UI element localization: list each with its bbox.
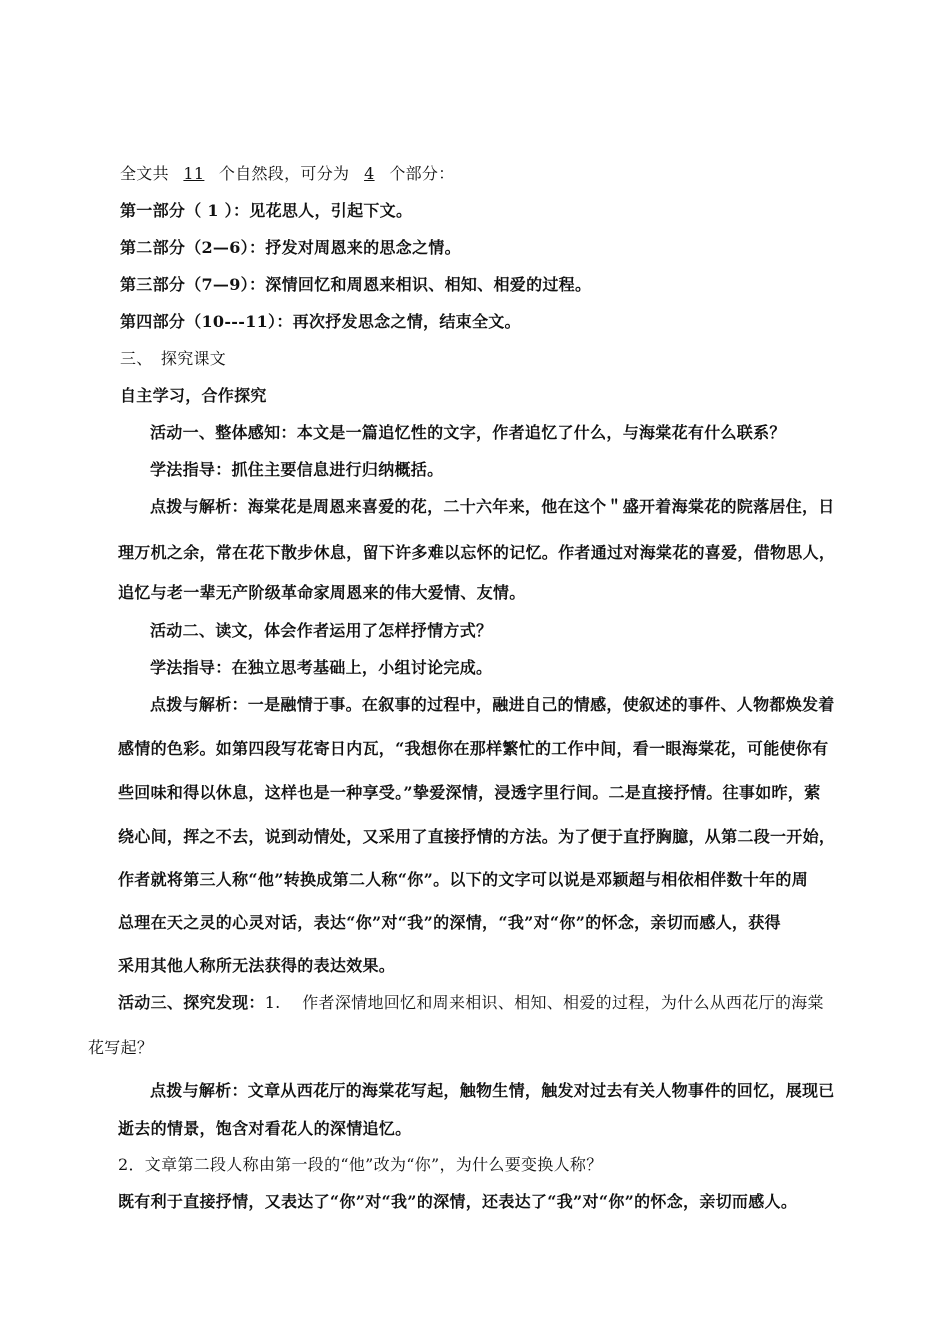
activity2-analysis-line: 采用其他人称所无法获得的表达效果。 (118, 956, 396, 975)
activity3-label: 活动三、探究发现： (118, 993, 265, 1012)
subheading: 自主学习，合作探究 (120, 386, 267, 405)
activity3-answer-2: 既有利于直接抒情，又表达了“你”对“我”的深情，还表达了“我”对“你”的怀念，亲切而感人。 (118, 1192, 798, 1211)
activity1-title: 活动一、整体感知：本文是一篇追忆性的文字，作者追忆了什么，与海棠花有什么联系？ (150, 423, 786, 442)
activity3-question-1-continued: 花写起？ (88, 1038, 154, 1057)
activity2-method: 学法指导：在独立思考基础上，小组讨论完成。 (150, 658, 493, 677)
part-1: 第一部分（ 1 ）：见花思人，引起下文。 (120, 201, 413, 220)
activity1-analysis-line: 理万机之余，常在花下散步休息，留下许多难以忘怀的记忆。作者通过对海棠花的喜爱，借物思人， (118, 543, 836, 562)
activity2-analysis-line: 感情的色彩。如第四段写花寄日内瓦，“我想你在那样繁忙的工作中间，看一眼海棠花，可能使你有 (118, 739, 829, 758)
activity3-question-1-text: 1. 作者深情地回忆和周来相识、相知、相爱的过程，为什么从西花厅的海棠 (264, 993, 824, 1012)
activity3-question-2: 2．文章第二段人称由第一段的“他”改为“你”，为什么要变换人称？ (118, 1155, 603, 1174)
activity1-analysis-line: 追忆与老一辈无产阶级革命家周恩来的伟大爱情、友情。 (118, 583, 526, 602)
activity2-analysis-line: 绕心间，挥之不去，说到动情处，又采用了直接抒情的方法。为了便于直抒胸臆，从第二段一开始， (118, 827, 836, 846)
activity3-question-1 (118, 992, 824, 1014)
summary-text-2: 个自然段，可分为 (218, 164, 350, 183)
part-3: 第三部分（7—9）：深情回忆和周恩来相识、相知、相爱的过程。 (120, 275, 592, 294)
part-2: 第二部分（2—6）：抒发对周恩来的思念之情。 (120, 238, 461, 257)
activity2-title: 活动二、读文，体会作者运用了怎样抒情方式？ (150, 621, 493, 640)
summary-text-3: 个部分： (389, 164, 455, 183)
activity2-analysis-line: 作者就将第三人称“他”转换成第二人称“你”。以下的文字可以说是邓颖超与相依相伴数十年的周 (118, 870, 809, 889)
activity2-analysis-line: 点拨与解析：一是融情于事。在叙事的过程中，融进自己的情感，使叙述的事件、人物都焕发着 (150, 695, 835, 714)
section-heading: 三、 探究课文 (120, 349, 227, 368)
activity2-analysis-line: 总理在天之灵的心灵对话，表达“你”对“我”的深情，“我”对“你”的怀念，亲切而感人，获得 (118, 913, 781, 932)
part-count-blank: 4 (364, 164, 375, 183)
activity1-method: 学法指导：抓住主要信息进行归纳概括。 (150, 460, 444, 479)
summary-text-1: 全文共 (120, 164, 169, 183)
part-4: 第四部分（10---11）：再次抒发思念之情，结束全文。 (120, 312, 521, 331)
activity3-analysis-line: 点拨与解析：文章从西花厅的海棠花写起，触物生情，触发对过去有关人物事件的回忆，展现已 (150, 1081, 835, 1100)
paragraph-count-blank: 11 (183, 164, 205, 183)
activity2-analysis-line: 些回味和得以休息，这样也是一种享受。”挚爱深情，浸透字里行间。二是直接抒情。往事如昨，萦 (118, 783, 821, 802)
activity1-analysis-line: 点拨与解析：海棠花是周恩来喜爱的花，二十六年来，他在这个＂盛开着海棠花的院落居住，日 (150, 497, 835, 516)
summary-line (120, 163, 455, 185)
activity3-analysis-line: 逝去的情景，饱含对看花人的深情追忆。 (118, 1119, 412, 1138)
